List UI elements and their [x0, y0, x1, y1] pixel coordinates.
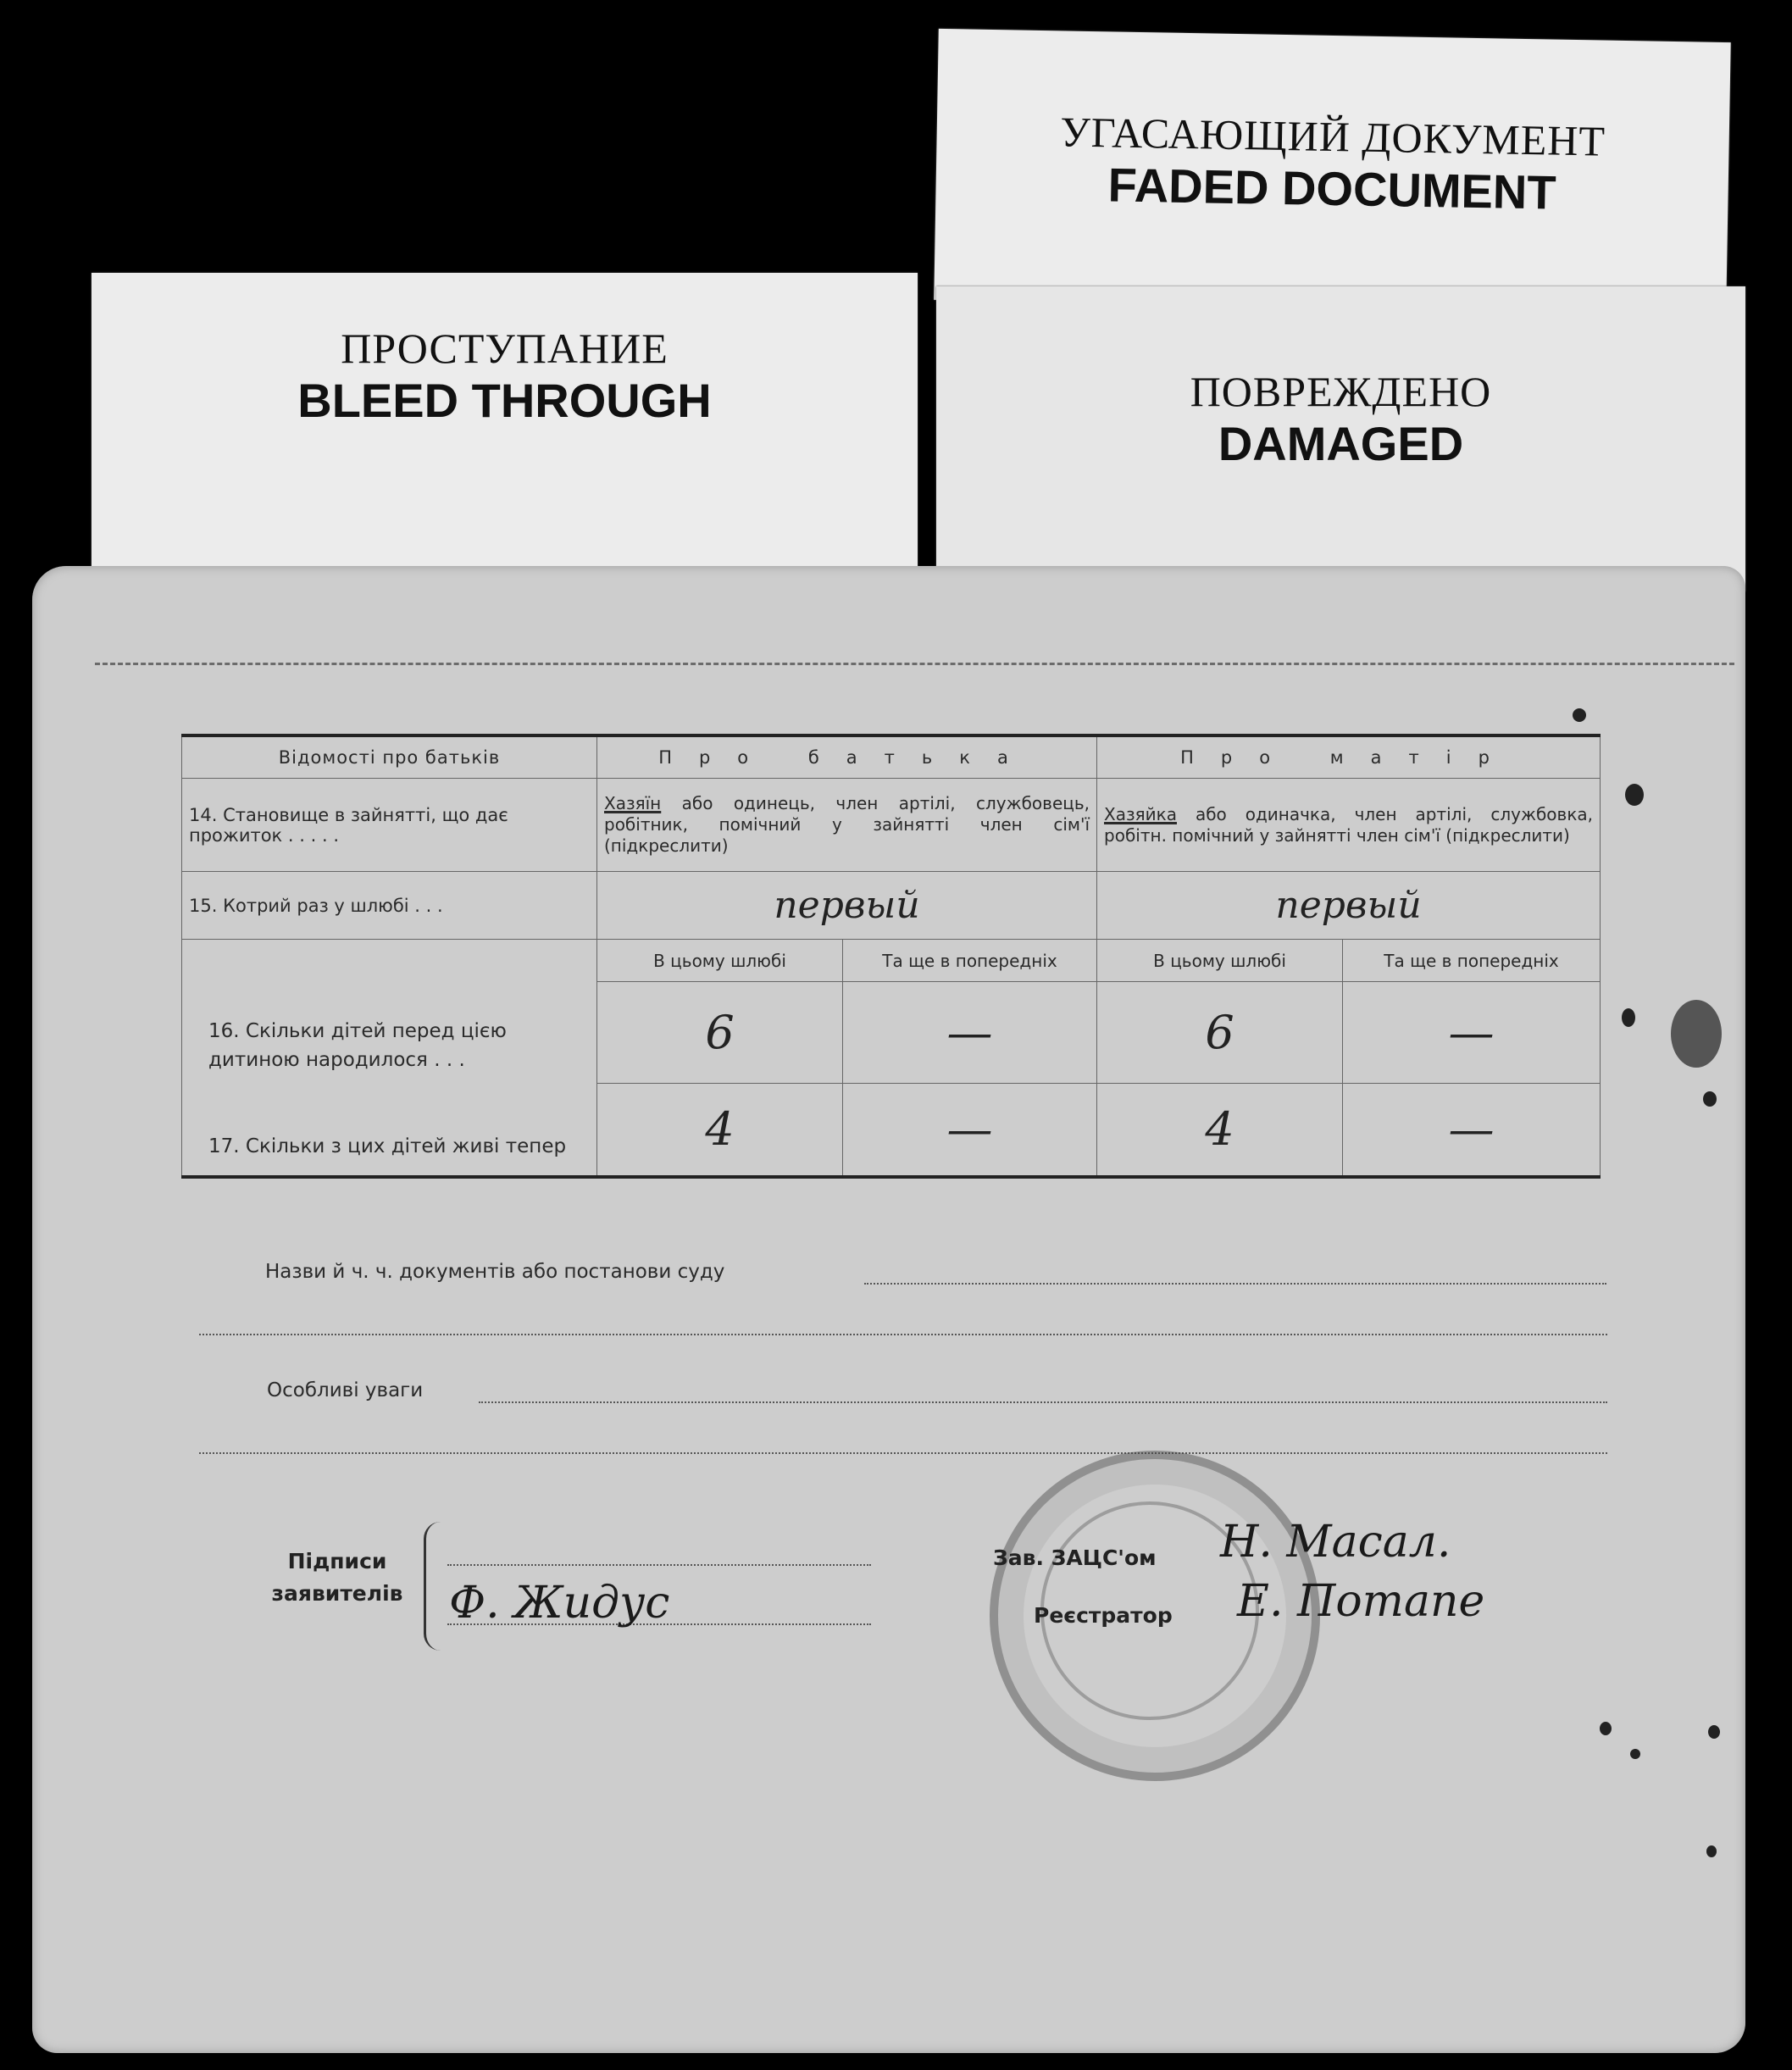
table-subheader-row — [182, 940, 1601, 982]
remarks-label: Особливі уваги — [267, 1379, 424, 1401]
registrar-label: Реєстратор — [1034, 1603, 1173, 1628]
row16-label: 16. Скільки дітей перед цією дитиною народилося . . . — [208, 1020, 507, 1071]
row14-mother-chosen: Хазяйка — [1104, 803, 1177, 824]
applicants-label-line1: Підписи — [287, 1549, 387, 1573]
row17-mother-prev: — — [1343, 1084, 1601, 1177]
row14-father-chosen: Хазяїн — [604, 793, 662, 813]
bleed-through-label — [92, 273, 918, 612]
row16-father-prev: — — [843, 982, 1097, 1084]
faded-document-label — [934, 29, 1730, 314]
documents-label: Назви й ч. ч. документів або постанови суду — [265, 1261, 725, 1283]
damage-hole — [1625, 784, 1644, 806]
table-row-14 — [182, 779, 1601, 872]
registrar-signature: Е. Потапе — [1237, 1576, 1485, 1627]
row16-father-this: 6 — [597, 982, 843, 1084]
row17-mother-this: 4 — [1097, 1084, 1343, 1177]
perforation-line — [95, 663, 1734, 665]
damage-hole — [1706, 1845, 1717, 1857]
faded-label-ru: УГАСАЮЩИЙ ДОКУМЕНТ — [1059, 108, 1606, 165]
sub-father-this: В цьому шлюбі — [597, 940, 843, 982]
table-header-row — [182, 735, 1601, 779]
head-signature: Н. Масал. — [1220, 1517, 1451, 1568]
bleed-label-en: BLEED THROUGH — [297, 374, 712, 427]
remarks-line-2 — [199, 1452, 1607, 1454]
parents-info-table — [181, 734, 1601, 1179]
row15-label: 15. Котрий раз у шлюбі . . . — [182, 872, 597, 940]
sub-mother-this: В цьому шлюбі — [1097, 940, 1343, 982]
damaged-label-ru: ПОВРЕЖДЕНО — [1190, 368, 1492, 415]
header-info: Відомості про батьків — [182, 735, 597, 779]
header-father: Про батька — [597, 735, 1097, 779]
header-mother: Про матір — [1097, 735, 1601, 779]
row17-label: 17. Скільки з цих дітей живі тепер — [208, 1135, 567, 1157]
sub-mother-prev: Та ще в попередніх — [1343, 940, 1601, 982]
head-label: Зав. ЗАЦС'ом — [993, 1546, 1157, 1570]
bleed-label-ru: ПРОСТУПАНИЕ — [341, 325, 669, 372]
applicants-label-line2: заявителів — [271, 1581, 403, 1606]
row15-mother-value: первый — [1097, 872, 1601, 940]
remarks-line — [479, 1401, 1607, 1403]
damage-hole — [1708, 1725, 1720, 1739]
row15-father-value: первый — [597, 872, 1097, 940]
applicants-label — [269, 1546, 405, 1610]
damage-hole — [1703, 1091, 1717, 1107]
applicants-brace — [424, 1522, 441, 1651]
faded-label-en: FADED DOCUMENT — [1107, 158, 1557, 219]
damage-hole — [1630, 1749, 1640, 1759]
documents-line — [864, 1283, 1606, 1285]
row14-label: 14. Становище в зайнятті, що дає прожиток . . . . . — [182, 779, 597, 872]
applicant-signature: Ф. Жидус — [449, 1578, 670, 1629]
row16-mother-this: 6 — [1097, 982, 1343, 1084]
row14-mother-options — [1097, 779, 1601, 872]
row14-father-rest: або одинець, член артілі, службовець, робітник, помічний у зайнятті член сім'ї (підкреслити) — [604, 793, 1090, 856]
damage-hole — [1600, 1722, 1612, 1735]
damage-stain — [1671, 1000, 1722, 1068]
damaged-label — [936, 286, 1745, 591]
sub-father-prev: Та ще в попередніх — [843, 940, 1097, 982]
table-row-15 — [182, 872, 1601, 940]
row14-father-options — [597, 779, 1097, 872]
row16-mother-prev: — — [1343, 982, 1601, 1084]
damage-hole — [1622, 1008, 1635, 1027]
row14-mother-rest: або одиначка, член артілі, службовка, робітн. помічний у зайнятті член сім'ї (підкреслити) — [1104, 803, 1594, 846]
row17-father-prev: — — [843, 1084, 1097, 1177]
row17-father-this: 4 — [597, 1084, 843, 1177]
applicant-line-1 — [447, 1564, 871, 1566]
damage-hole — [1573, 708, 1586, 722]
damaged-label-en: DAMAGED — [1218, 417, 1464, 470]
documents-line-2 — [199, 1334, 1607, 1335]
